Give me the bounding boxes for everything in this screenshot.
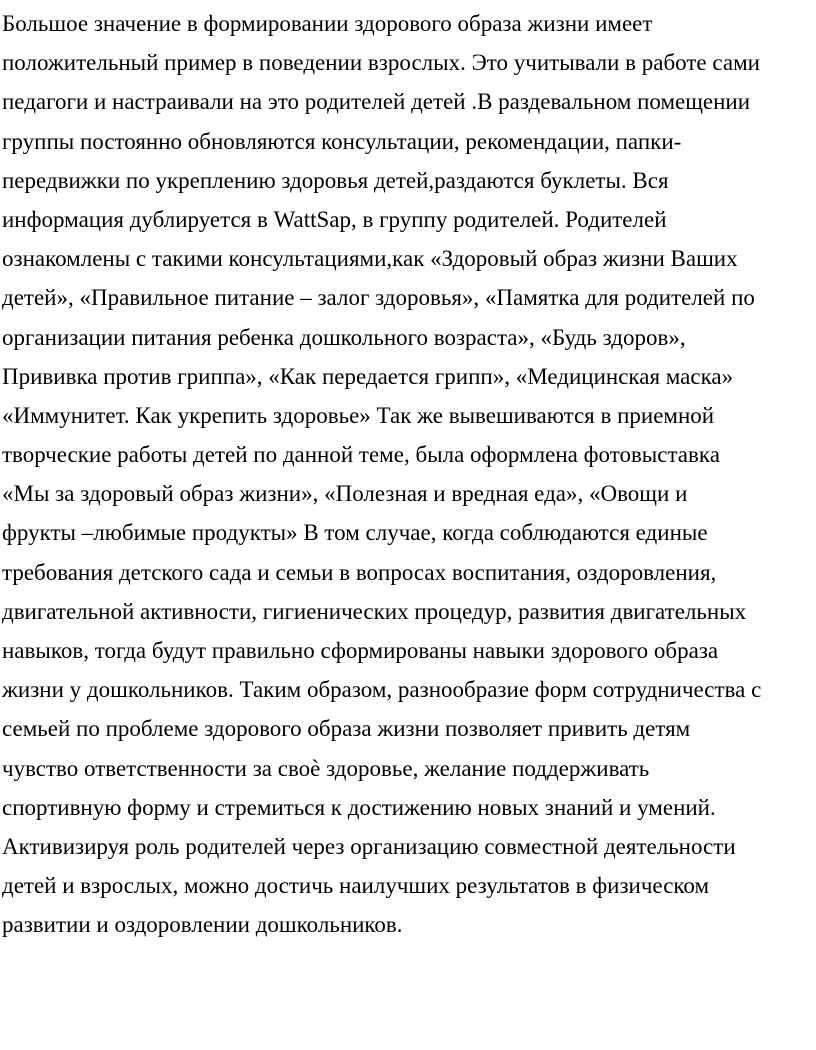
text-line-22: Активизируя роль родителей через организацию совместной деятельности [2, 833, 736, 859]
text-line-8: детей», «Правильное питание – залог здоровья», «Памятка для родителей по [2, 285, 755, 311]
text-line-5: передвижки по укреплению здоровья детей,раздаются буклеты. Вся [2, 167, 669, 193]
text-line-17: навыков, тогда будут правильно сформированы навыки здорового образа [2, 638, 719, 663]
text-line-24: развитии и оздоровлении дошкольников. [2, 912, 403, 938]
text-line-6: информация дублируется в WattSap, в группу родителей. Родителей [2, 206, 667, 232]
text-line-9: организации питания ребенка дошкольного возраста», «Будь здоров», [2, 324, 686, 350]
text-line-20: чувство ответственности за своѐ здоровье, желание поддерживать [2, 755, 650, 781]
body-paragraph [2, 4, 816, 945]
text-line-10: Прививка против гриппа», «Как передается грипп», «Медицинская маска» [2, 363, 734, 389]
text-line-1: Большое значение в формировании здорового образа жизни имеет [2, 11, 653, 36]
text-line-23: детей и взрослых, можно достичь наилучших результатов в физическом [2, 873, 710, 899]
text-line-21: спортивную форму и стремиться к достижению новых знаний и умений. [2, 794, 716, 820]
text-line-14: фрукты –любимые продукты» В том случае, когда соблюдаются единые [2, 520, 708, 546]
text-line-2: положительный пример в поведении взрослых. Это учитывали в работе сами [2, 50, 760, 76]
text-line-7: ознакомлены с такими консультациями,как «Здоровый образ жизни Ваших [2, 246, 738, 272]
text-line-15: требования детского сада и семьи в вопросах воспитания, оздоровления, [2, 559, 717, 585]
text-line-13: «Мы за здоровый образ жизни», «Полезная и вредная еда», «Овощи и [2, 481, 688, 507]
text-line-3: педагоги и настраивали на это родителей детей .В раздевальном помещении [2, 89, 751, 115]
text-line-16: двигательной активности, гигиенических процедур, развития двигательных [2, 598, 747, 624]
text-line-11: «Иммунитет. Как укрепить здоровье» Так же вывешиваются в приемной [2, 402, 715, 428]
text-line-19: семьей по проблеме здорового образа жизни позволяет привить детям [2, 716, 691, 742]
text-line-18: жизни у дошкольников. Таким образом, разнообразие форм сотрудничества с [2, 677, 762, 703]
text-line-4: группы постоянно обновляются консультации, рекомендации, папки- [2, 128, 682, 154]
text-line-12: творческие работы детей по данной теме, была оформлена фотовыставка [2, 442, 720, 468]
